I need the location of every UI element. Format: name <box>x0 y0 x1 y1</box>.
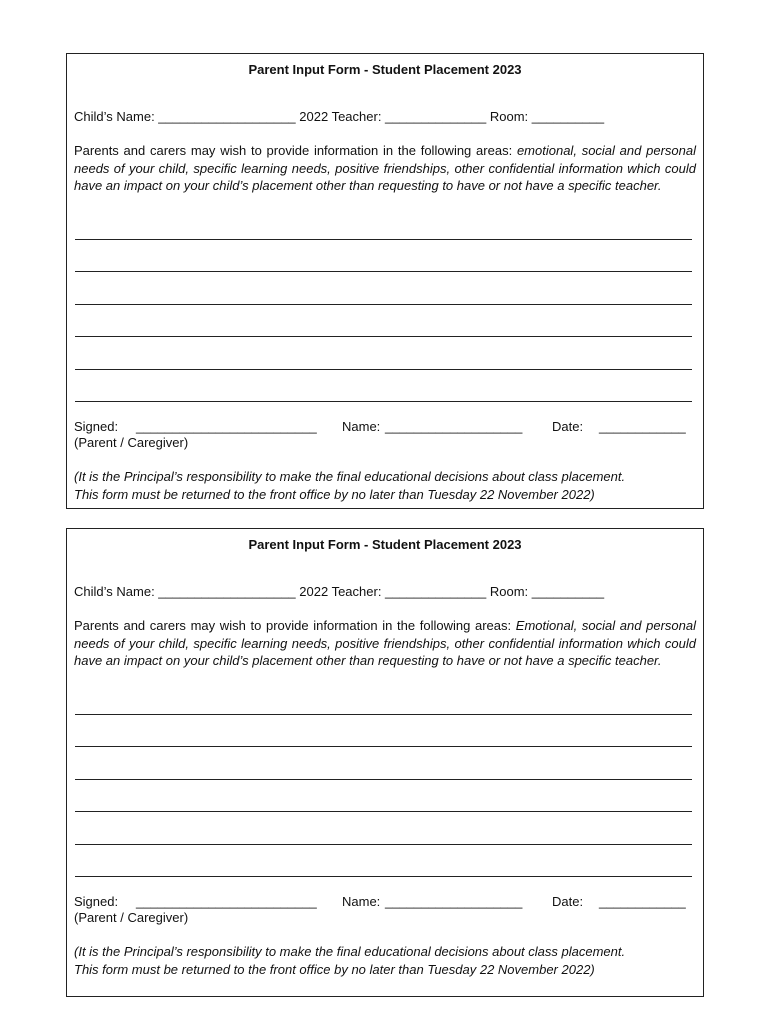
instructions-paragraph <box>74 142 696 195</box>
child-details-fields[interactable]: Child’s Name: ___________________ 2022 Teacher: ______________ Room: __________ <box>74 109 605 124</box>
response-line[interactable] <box>75 746 692 747</box>
signed-label: Signed: <box>74 419 119 434</box>
response-line[interactable] <box>75 714 692 715</box>
form-title: Parent Input Form - Student Placement 2023 <box>248 62 522 77</box>
response-line[interactable] <box>75 239 692 240</box>
instructions-intro: Parents and carers may wish to provide information in the following areas: <box>74 618 512 633</box>
response-line[interactable] <box>75 811 692 812</box>
form-title: Parent Input Form - Student Placement 2023 <box>248 537 522 552</box>
child-details-fields[interactable]: Child’s Name: ___________________ 2022 Teacher: ______________ Room: __________ <box>74 584 605 599</box>
instructions-paragraph <box>74 617 696 670</box>
note-line-1: (It is the Principal’s responsibility to make the final educational decisions about class placement. <box>74 469 626 484</box>
name-label: Name: <box>342 419 381 434</box>
note-line-1: (It is the Principal’s responsibility to make the final educational decisions about class placement. <box>74 944 626 959</box>
signature-field[interactable]: _________________________ <box>136 419 317 434</box>
response-line[interactable] <box>75 779 692 780</box>
principal-note <box>74 943 698 978</box>
date-field[interactable]: ____________ <box>599 419 686 434</box>
date-label: Date: <box>552 419 584 434</box>
name-field[interactable]: ___________________ <box>385 894 523 909</box>
response-line[interactable] <box>75 876 692 877</box>
response-line[interactable] <box>75 844 692 845</box>
response-line[interactable] <box>75 401 692 402</box>
response-line[interactable] <box>75 304 692 305</box>
instructions-areas: emotional, social and personal needs of your child, specific learning needs, positive friendships, other confidential information which could have an impact on your child’s placement other than requesting to have or not have a specific teacher. <box>74 143 696 193</box>
response-line[interactable] <box>75 271 692 272</box>
principal-note <box>74 468 698 503</box>
instructions-areas: Emotional, social and personal needs of your child, specific learning needs, positive friendships, other confidential information which could have an impact on your child’s placement other than requesting to have or not have a specific teacher. <box>74 618 696 668</box>
date-label: Date: <box>552 894 584 909</box>
note-line-2: This form must be returned to the front office by no later than Tuesday 22 November 2022) <box>74 961 595 977</box>
date-field[interactable]: ____________ <box>599 894 686 909</box>
signature-field[interactable]: _________________________ <box>136 894 317 909</box>
name-label: Name: <box>342 894 381 909</box>
instructions-intro: Parents and carers may wish to provide information in the following areas: <box>74 143 513 158</box>
parent-input-form-2 <box>66 528 704 997</box>
response-line[interactable] <box>75 336 692 337</box>
note-line-2: This form must be returned to the front office by no later than Tuesday 22 November 2022) <box>74 486 595 502</box>
signed-label: Signed: <box>74 894 119 909</box>
parent-input-form-1 <box>66 53 704 509</box>
caregiver-label: (Parent / Caregiver) <box>74 910 189 925</box>
response-line[interactable] <box>75 369 692 370</box>
name-field[interactable]: ___________________ <box>385 419 523 434</box>
caregiver-label: (Parent / Caregiver) <box>74 435 189 450</box>
